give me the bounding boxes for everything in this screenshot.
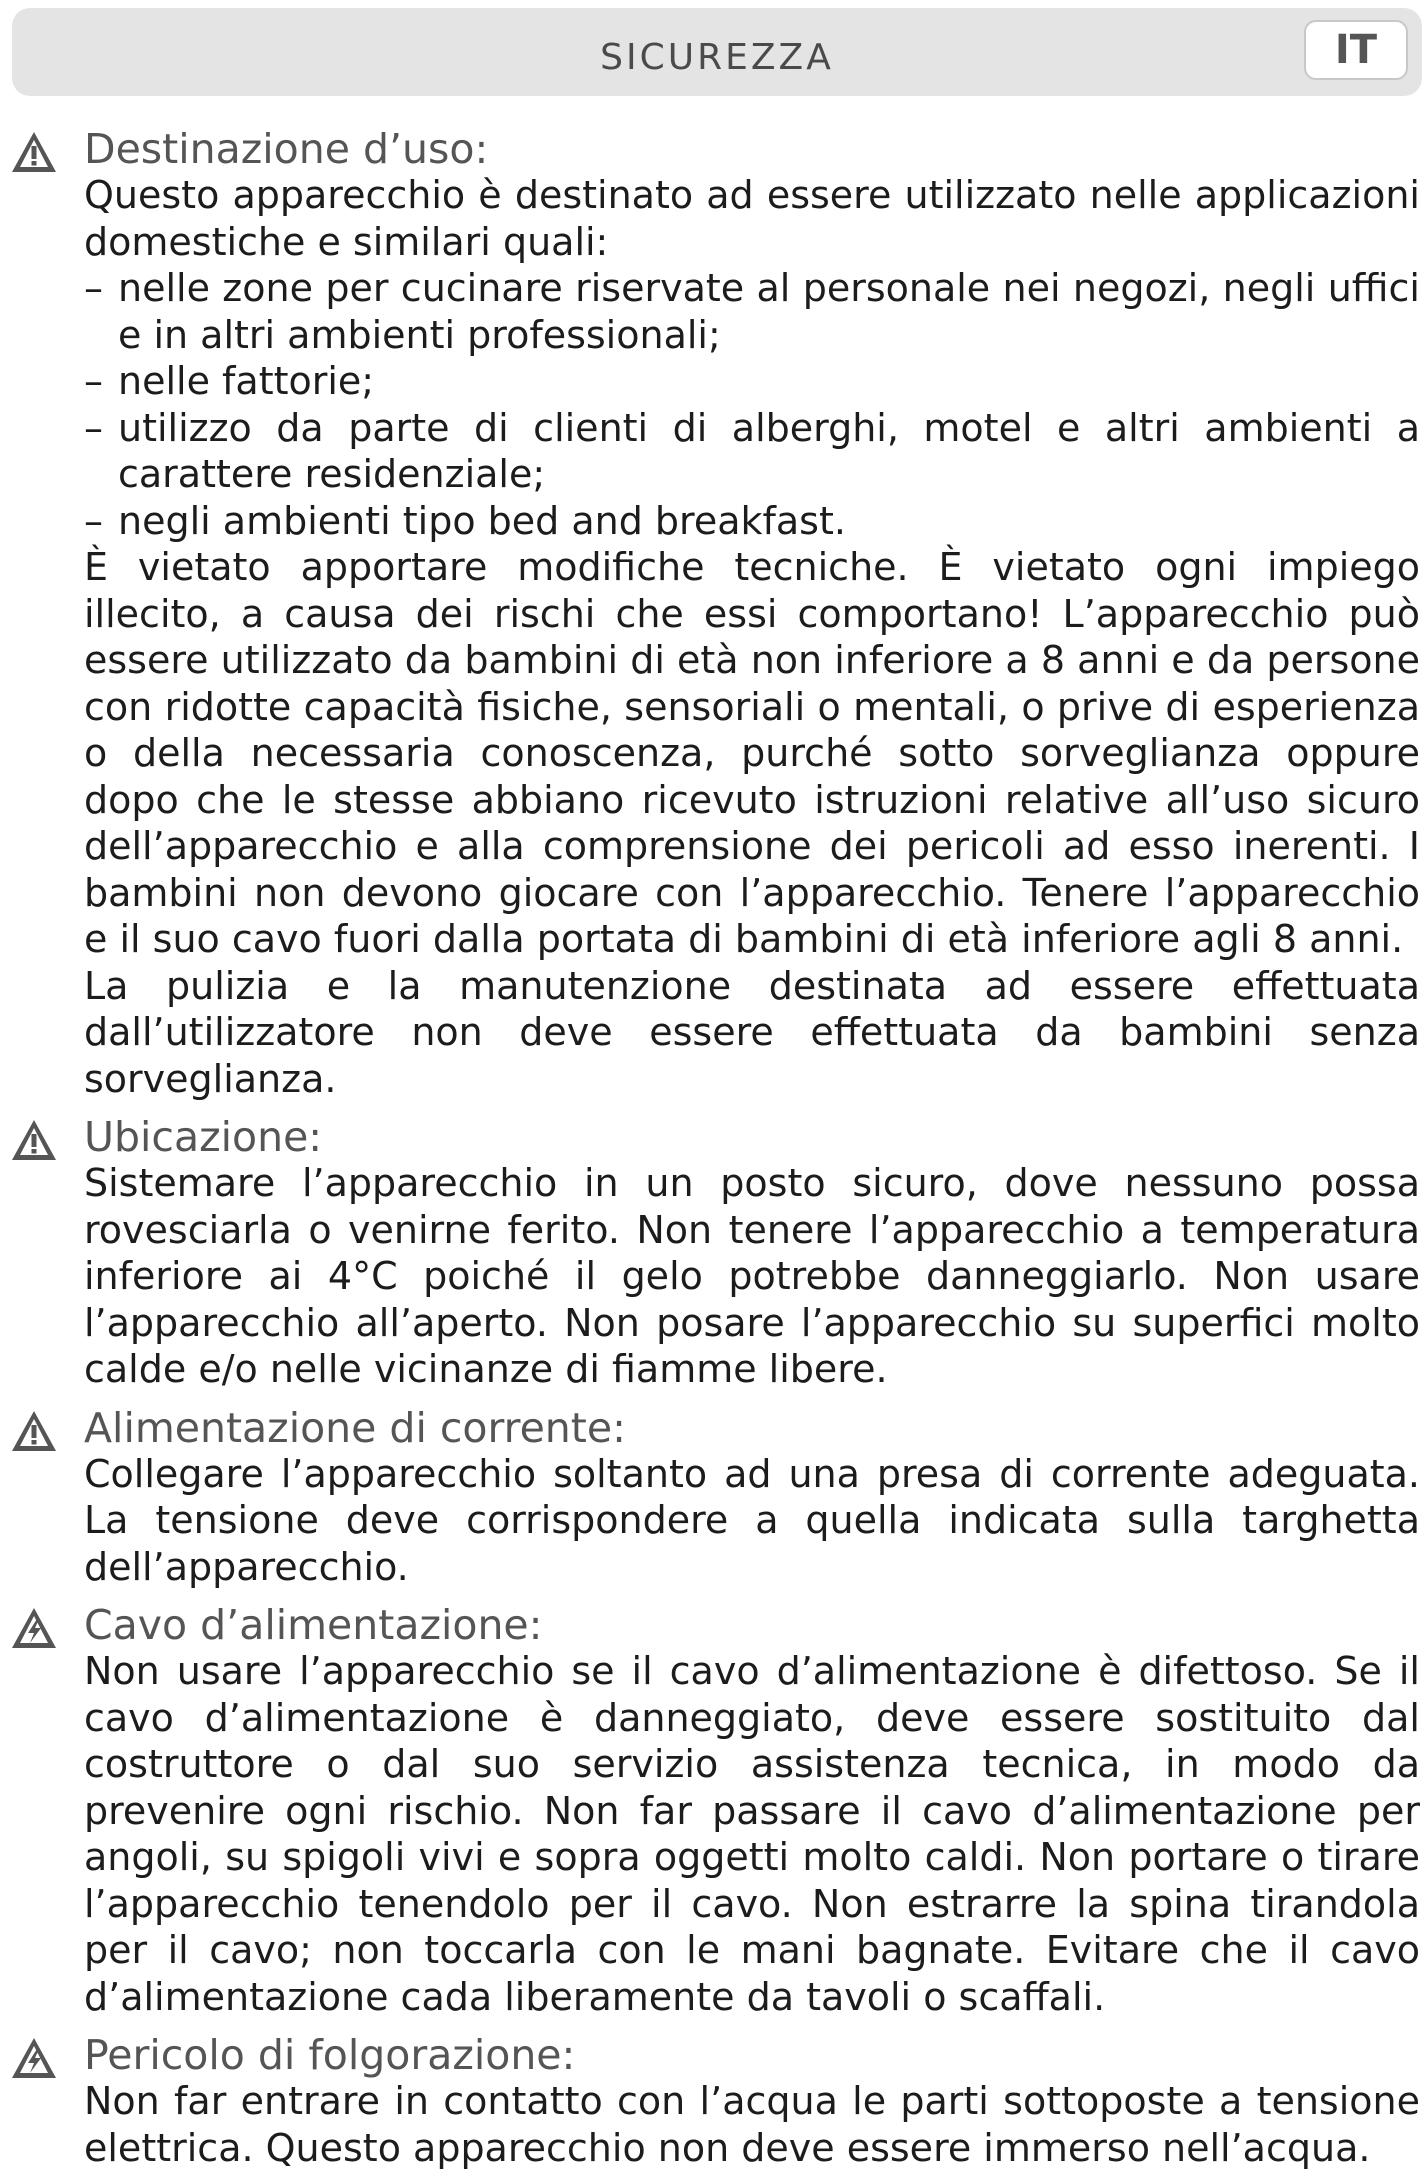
section-body: Non usare l’apparecchio se il cavo d’alimentazione è difettoso. Se il cavo d’alimentazione è danneggiato, deve essere sostituito dal costruttore o dal suo servizio assistenza tecnica, in modo da prevenire ogni rischio. Non far passare il cavo d’alimentazione per angoli, su spigoli vivi e sopra oggetti molto caldi. Non portare o tirare l’apparecchio tenendolo per il cavo. Non estrarre la spina tirandola per il cavo; non toccarla con le mani bagnate. Evitare che il cavo d’alimentazione cada liberamente da tavoli o scaffali. [84, 1649, 1420, 2019]
page-header [12, 8, 1422, 96]
safety-content [0, 126, 1425, 2183]
header-title: SICUREZZA [600, 37, 834, 78]
warning-icon [10, 1409, 58, 1453]
electric-warning-icon [10, 2036, 58, 2080]
electric-warning-icon [10, 1606, 58, 1650]
paragraph: La pulizia e la manutenzione destinata ad essere effettuata dall’utilizzatore non deve essere effettuata da bambini senza sorveglianza. [84, 963, 1420, 1101]
section-body [84, 172, 1420, 1102]
section-location [0, 1114, 1425, 1393]
section-body: Collegare l’apparecchio soltanto ad una presa di corrente adeguata. La tensione deve corrispondere a quella indicata sulla targhetta dell’apparecchio. [84, 1451, 1420, 1589]
warning-icon [10, 130, 58, 174]
section-title: Ubicazione: [84, 1113, 323, 1161]
warning-icon [10, 1118, 58, 1162]
section-body: Non far entrare in contatto con l’acqua le parti sottoposte a tensione elettrica. Questo apparecchio non deve essere immerso nell’acqua. [84, 2079, 1420, 2170]
usage-list [84, 265, 1420, 544]
section-title: Pericolo di folgorazione: [84, 2031, 576, 2079]
list-item: – negli ambienti tipo bed and breakfast. [84, 498, 846, 543]
section-title: Alimentazione di corrente: [84, 1403, 626, 1452]
language-badge: IT [1304, 20, 1408, 80]
paragraph: È vietato apportare modifiche tecniche. È vietato ogni impiego illecito, a causa dei rischi che essi comportano! L’apparecchio può essere utilizzato da bambini di età non inferiore a 8 anni e da persone con ridotte capacità fisiche, sensoriali o mentali, o prive di esperienza o della necessaria conoscenza, purché sotto sorveglianza oppure dopo che le stesse abbiano ricevuto istruzioni relative all’uso sicuro dell’apparecchio e alla comprensione dei pericoli ad esso inerenti. I bambini non devono giocare con l’apparecchio. Tenere l’apparecchio e il suo cavo fuori dalla portata di bambini di età inferiore agli 8 anni. [84, 545, 1420, 961]
list-item: – nelle fattorie; [84, 359, 375, 403]
section-body: Sistemare l’apparecchio in un posto sicuro, dove nessuno possa rovesciarla o venirne ferito. Non tenere l’apparecchio a temperatura inferiore ai 4°C poiché il gelo potrebbe danneggiarlo. Non usare l’apparecchio all’aperto. Non posare l’apparecchio su superfici molto calde e/o nelle vicinanze di fiamme libere. [84, 1161, 1420, 1391]
section-power-cord [0, 1602, 1425, 2020]
intro-paragraph: Questo apparecchio è destinato ad essere utilizzato nelle applicazioni domestiche e similari quali: [84, 173, 1420, 264]
list-item: – nelle zone per cucinare riservate al personale nei negozi, negli uffici e in altri ambienti professionali; [84, 266, 1420, 357]
section-intended-use [0, 126, 1425, 1102]
section-power-supply [0, 1405, 1425, 1591]
list-item: – utilizzo da parte di clienti di alberghi, motel e altri ambienti a carattere residenziale; [84, 405, 1420, 496]
section-electric-shock [0, 2032, 1425, 2171]
section-title: Cavo d’alimentazione: [84, 1601, 543, 1649]
section-title: Destinazione d’uso: [84, 125, 489, 173]
